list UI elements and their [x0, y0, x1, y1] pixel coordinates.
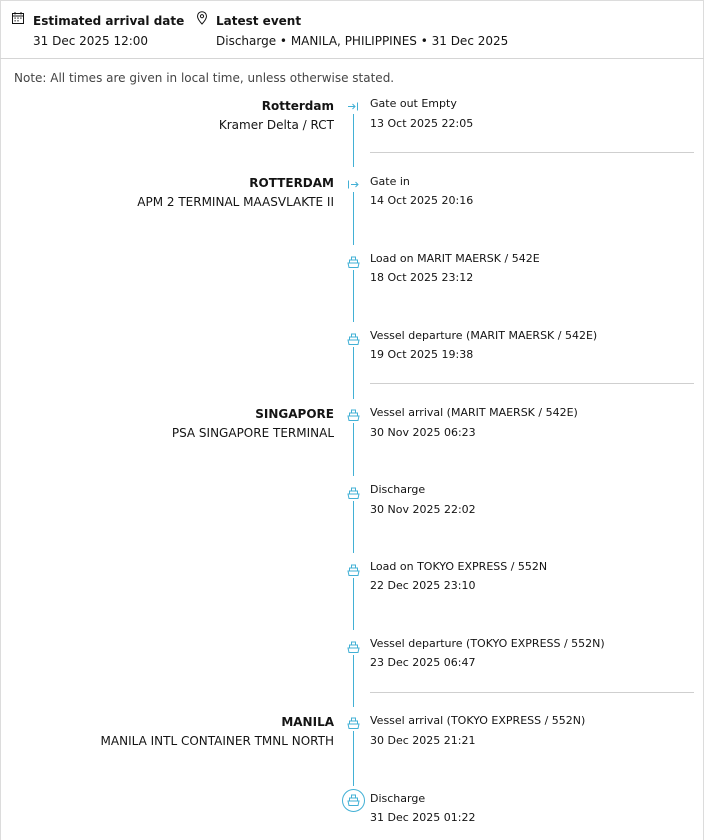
event-name: Discharge	[370, 483, 426, 496]
event-time: 23 Dec 2025 06:47	[370, 656, 476, 669]
location-terminal: Kramer Delta / RCT	[218, 118, 334, 132]
event-time: 19 Oct 2025 19:38	[370, 348, 474, 361]
latest-event-title: Latest event	[216, 14, 302, 28]
timeline-connector	[353, 191, 354, 245]
ship-icon	[346, 255, 361, 270]
ship-icon	[342, 789, 365, 812]
location-name: Rotterdam	[261, 99, 334, 113]
event-time: 30 Nov 2025 06:23	[370, 426, 476, 439]
timeline-connector	[353, 499, 354, 553]
event-name: Gate out Empty	[370, 97, 457, 110]
location-divider	[370, 383, 694, 384]
event-name: Vessel departure (MARIT MAERSK / 542E)	[370, 329, 598, 342]
event-time: 13 Oct 2025 22:05	[370, 117, 474, 130]
event-time: 14 Oct 2025 20:16	[370, 194, 474, 207]
location-terminal: APM 2 TERMINAL MAASVLAKTE II	[137, 195, 334, 209]
location-terminal: PSA SINGAPORE TERMINAL	[171, 426, 334, 440]
event-time: 22 Dec 2025 23:10	[370, 579, 476, 592]
event-time: 30 Nov 2025 22:02	[370, 503, 476, 516]
ship-icon	[346, 716, 361, 731]
timeline-connector	[353, 576, 354, 630]
event-name: Discharge	[370, 792, 426, 805]
gate-in-icon	[346, 177, 361, 192]
latest-event-value: Discharge • MANILA, PHILIPPINES • 31 Dec 2025	[216, 34, 509, 48]
event-name: Gate in	[370, 175, 410, 188]
location-name: MANILA	[281, 715, 334, 729]
event-name: Vessel arrival (MARIT MAERSK / 542E)	[370, 406, 578, 419]
location-divider	[370, 152, 694, 153]
event-time: 18 Oct 2025 23:12	[370, 271, 474, 284]
gate-out-icon	[346, 99, 361, 114]
timezone-note: Note: All times are given in local time, unless otherwise stated.	[14, 71, 395, 85]
ship-icon	[346, 563, 361, 578]
event-name: Vessel departure (TOKYO EXPRESS / 552N)	[370, 637, 605, 650]
timeline-connector	[353, 113, 354, 167]
timeline-connector	[353, 653, 354, 707]
eta-value: 31 Dec 2025 12:00	[33, 34, 149, 48]
event-name: Load on TOKYO EXPRESS / 552N	[370, 560, 548, 573]
location-name: ROTTERDAM	[249, 176, 334, 190]
ship-icon	[346, 640, 361, 655]
ship-icon	[346, 486, 361, 501]
event-time: 30 Dec 2025 21:21	[370, 734, 476, 747]
timeline-connector	[353, 268, 354, 322]
ship-icon	[346, 332, 361, 347]
location-divider	[370, 692, 694, 693]
timeline-connector	[353, 730, 354, 786]
event-name: Load on MARIT MAERSK / 542E	[370, 252, 540, 265]
event-time: 31 Dec 2025 01:22	[370, 811, 476, 824]
timeline-connector	[353, 422, 354, 476]
location-terminal: MANILA INTL CONTAINER TMNL NORTH	[100, 734, 334, 748]
event-name: Vessel arrival (TOKYO EXPRESS / 552N)	[370, 714, 586, 727]
ship-icon	[346, 408, 361, 423]
eta-title: Estimated arrival date	[33, 14, 185, 28]
location-name: SINGAPORE	[255, 407, 334, 421]
timeline-connector	[353, 345, 354, 399]
